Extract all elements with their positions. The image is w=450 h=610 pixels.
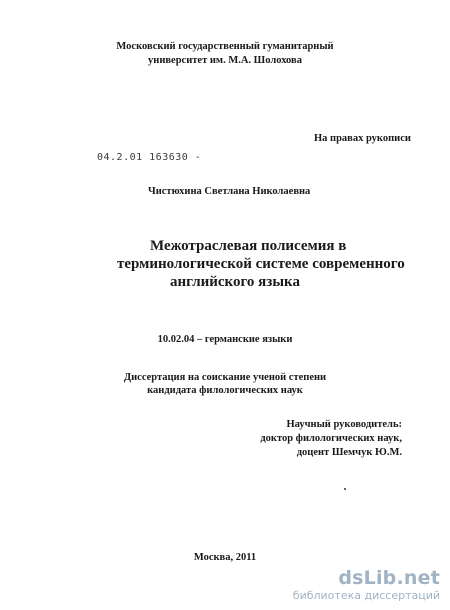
city-and-year: Москва, 2011: [193, 552, 257, 563]
degree-line-1: Диссертация на соискание ученой степени: [123, 372, 327, 383]
title-line-1: Межотраслевая полисемия в: [150, 238, 347, 254]
title-line-3: английского языка: [170, 274, 300, 290]
watermark-subtitle: библиотека диссертаций: [292, 589, 440, 602]
scientific-advisor: [260, 418, 402, 460]
library-stamp-number: 04.2.01 163630 -: [97, 152, 202, 163]
advisor-degree: доктор филологических наук,: [260, 433, 402, 444]
university-header: [0, 40, 450, 68]
dslib-watermark[interactable]: [280, 567, 440, 602]
watermark-logo: dsLib.net: [338, 567, 440, 589]
author-name: Чистюхина Светлана Николаевна: [148, 186, 311, 197]
manuscript-rights: На правах рукописи: [314, 133, 411, 144]
scan-speck: [344, 488, 346, 490]
advisor-name: доцент Шемчук Ю.М.: [296, 447, 402, 458]
specialty-code: 10.02.04 – германские языки: [157, 334, 293, 345]
university-line-1: Московский государственный гуманитарный: [116, 41, 334, 52]
university-line-2: университет им. М.А. Шолохова: [148, 55, 302, 66]
title-line-2: терминологической системе современного: [117, 256, 405, 272]
degree-line-2: кандидата филологических наук: [147, 385, 303, 396]
advisor-label: Научный руководитель:: [286, 419, 402, 430]
degree-statement: [0, 371, 450, 397]
